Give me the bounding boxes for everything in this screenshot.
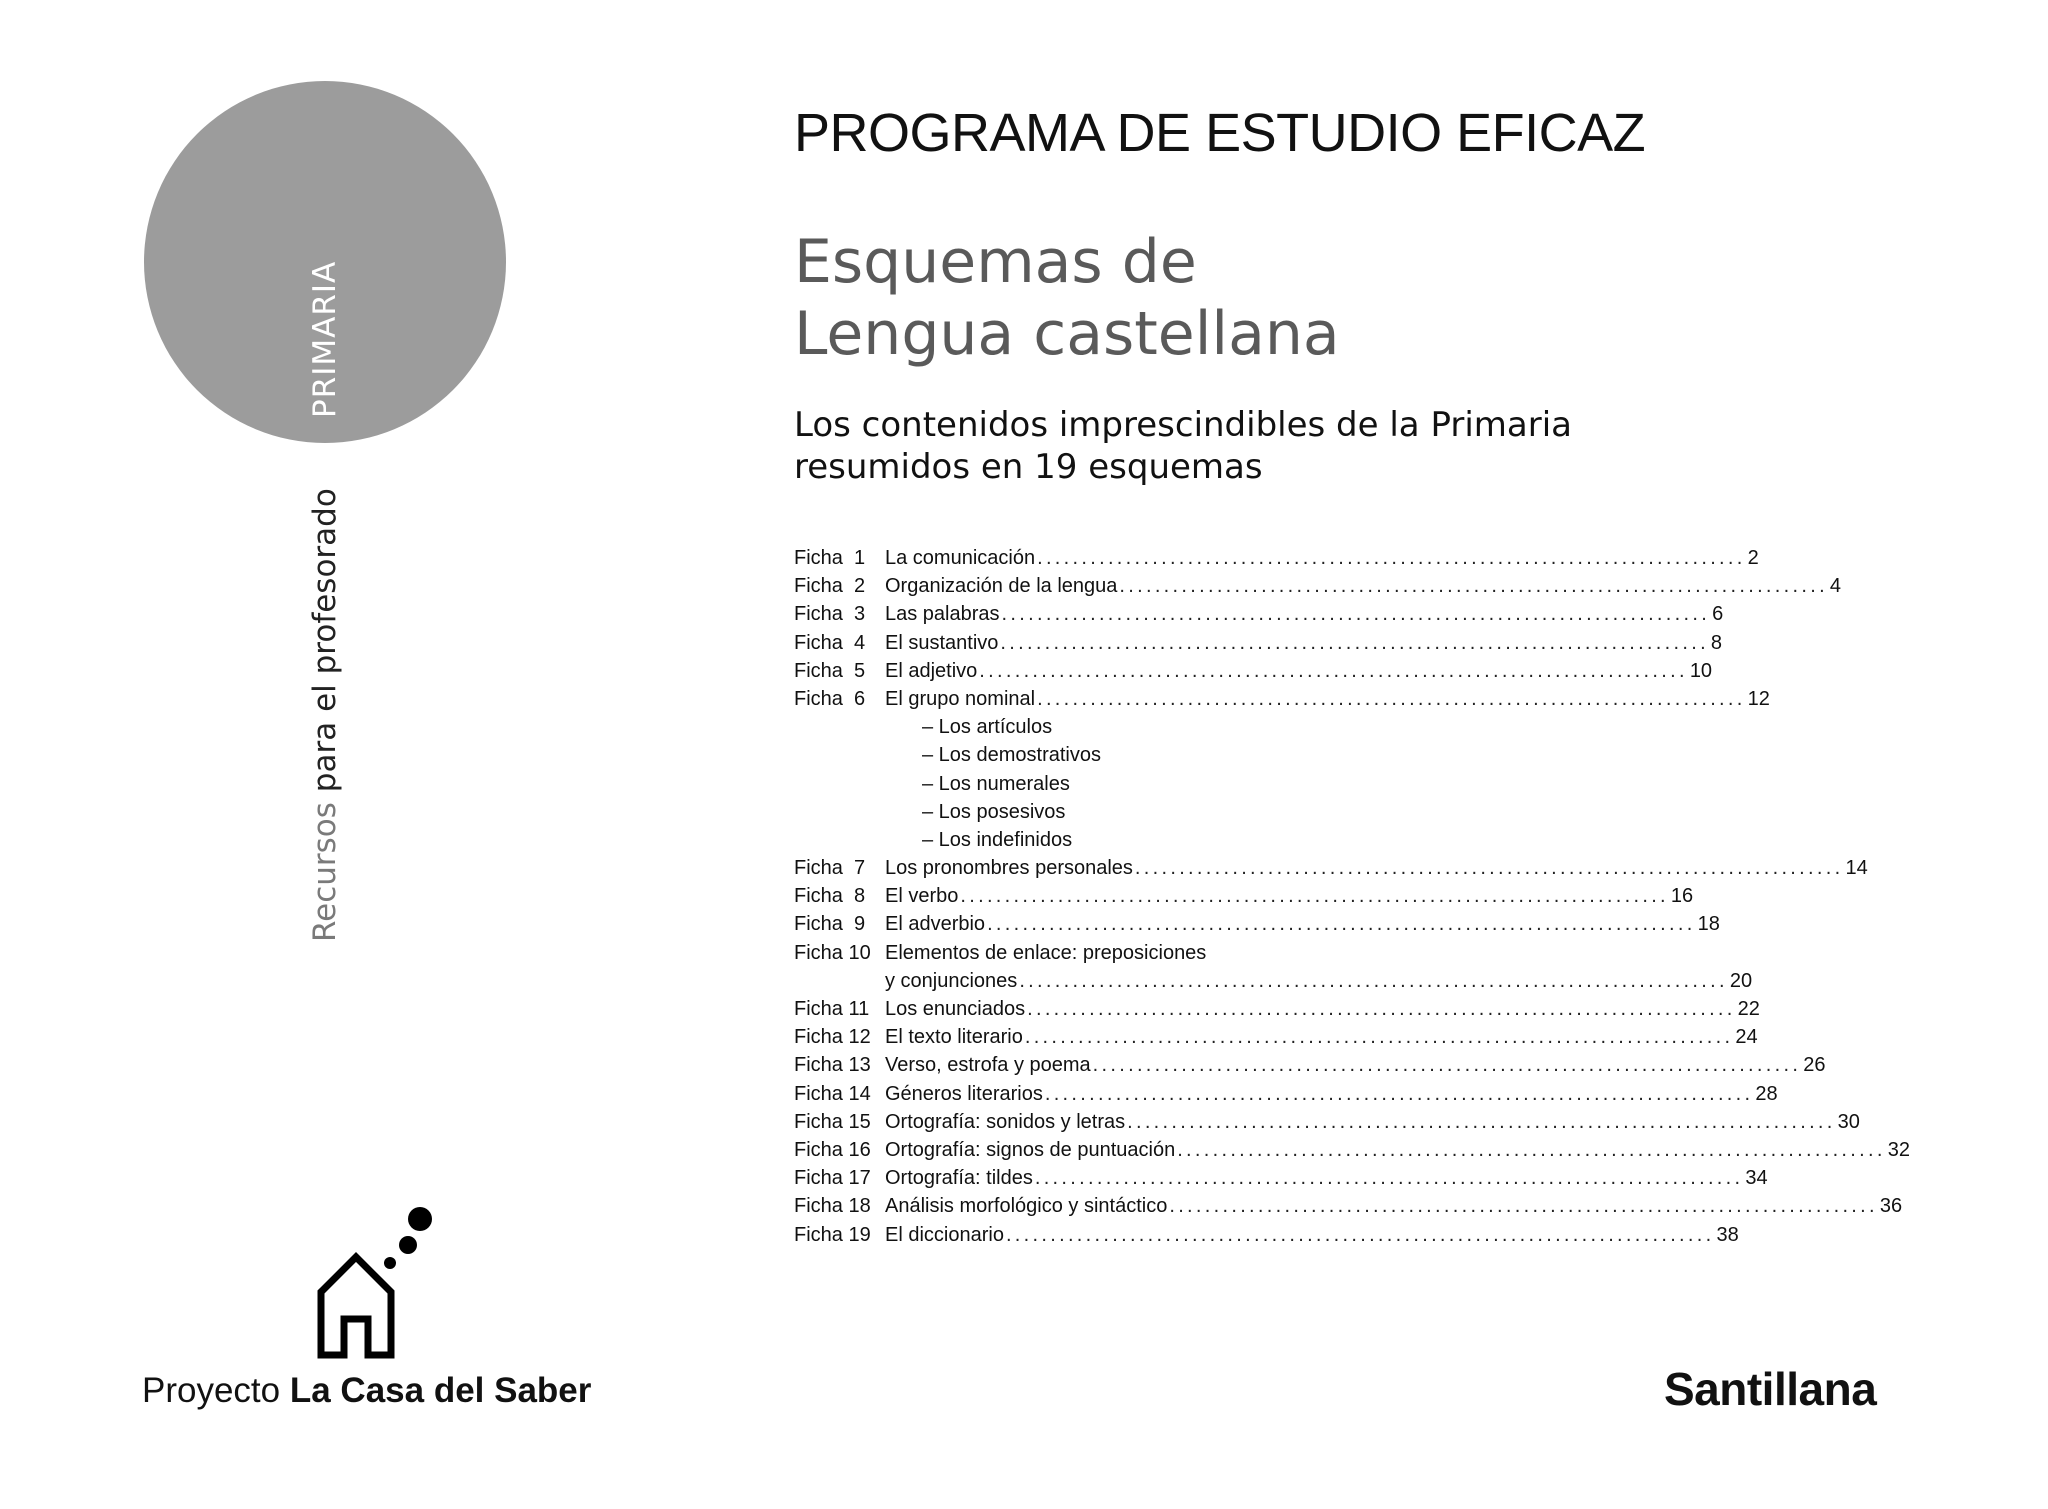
project-name bbox=[142, 1371, 591, 1411]
toc-page-number: 6 bbox=[1712, 603, 1724, 626]
toc-row bbox=[794, 657, 1713, 685]
toc-entry-title: Géneros literarios bbox=[885, 1082, 1043, 1105]
toc-dot-leader: ................................................................................ bbox=[1119, 575, 1828, 598]
toc-page-number: 20 bbox=[1729, 969, 1753, 992]
toc-subitem bbox=[794, 713, 1314, 741]
toc-entry-title: El grupo nominal bbox=[885, 687, 1036, 710]
toc-ficha-number: Ficha 3 bbox=[794, 603, 866, 626]
toc-ficha-number: Ficha 18 bbox=[794, 1195, 871, 1218]
toc-ficha-number: Ficha 1 bbox=[794, 547, 866, 569]
toc-entry-title: El adjetivo bbox=[885, 659, 978, 682]
toc-dot-leader: ................................................................................ bbox=[1134, 857, 1844, 880]
toc-row bbox=[794, 572, 1842, 600]
toc-ficha-number: Ficha 19 bbox=[794, 1223, 871, 1246]
toc-entry bbox=[885, 1108, 1860, 1136]
toc-row bbox=[794, 1080, 1778, 1108]
project-title: La Casa del Saber bbox=[289, 1371, 592, 1410]
toc-dot-leader: ................................................................................ bbox=[987, 913, 1696, 936]
toc-row bbox=[794, 629, 1723, 657]
toc-row bbox=[794, 1221, 1739, 1249]
toc-entry bbox=[885, 1136, 1910, 1164]
series-prefix: Recursos bbox=[307, 802, 343, 942]
house-logo-icon bbox=[312, 1202, 442, 1362]
toc-ficha-number: Ficha 11 bbox=[794, 998, 870, 1020]
toc-ficha-number: Ficha 17 bbox=[794, 1167, 871, 1190]
toc-dot-leader: ................................................................................ bbox=[1005, 1223, 1715, 1246]
toc-dot-leader: ................................................................................ bbox=[1177, 1138, 1886, 1161]
toc-subitem-label: – Los artículos bbox=[922, 716, 1053, 739]
toc-entry bbox=[885, 854, 1868, 882]
toc-entry bbox=[885, 600, 1724, 628]
toc-dot-leader: ................................................................................ bbox=[1092, 1054, 1802, 1077]
toc-entry-title: Elementos de enlace: preposiciones bbox=[885, 941, 1207, 964]
toc-page-number: 28 bbox=[1755, 1082, 1778, 1105]
toc-entry bbox=[885, 939, 1314, 967]
toc-dot-leader: ................................................................................ bbox=[1019, 969, 1728, 992]
toc-row bbox=[794, 1023, 1758, 1051]
toc-subitem-label: – Los demostrativos bbox=[922, 744, 1101, 767]
toc-ficha-number: Ficha 5 bbox=[794, 659, 866, 682]
series-label bbox=[305, 488, 345, 942]
subtitle-line-2: Lengua castellana bbox=[794, 299, 1340, 369]
toc-subitem-label: – Los indefinidos bbox=[922, 828, 1073, 851]
toc-entry-title: Los pronombres personales bbox=[885, 857, 1133, 880]
toc-entry-title: Análisis morfológico y sintáctico bbox=[885, 1195, 1168, 1218]
toc-page-number: 38 bbox=[1716, 1223, 1739, 1246]
toc-page-number: 24 bbox=[1735, 1026, 1758, 1049]
toc-entry bbox=[885, 572, 1842, 600]
toc-dot-leader: ................................................................................ bbox=[1127, 1110, 1836, 1133]
description-line-2: resumidos en 19 esquemas bbox=[794, 447, 1263, 487]
series-suffix: para el profesorado bbox=[307, 488, 343, 793]
toc-entry bbox=[885, 1221, 1739, 1249]
toc-ficha-number: Ficha 10 bbox=[794, 941, 871, 964]
toc-page-number: 18 bbox=[1697, 913, 1720, 936]
toc-dot-leader: ................................................................................ bbox=[1034, 1167, 1744, 1190]
toc-entry-title: La comunicación bbox=[885, 547, 1036, 569]
toc-row bbox=[794, 854, 1868, 882]
toc-dot-leader: ................................................................................ bbox=[1037, 687, 1746, 710]
toc-entry bbox=[885, 657, 1713, 685]
toc-page-number: 14 bbox=[1845, 857, 1868, 880]
toc-dot-leader: ................................................................................ bbox=[979, 659, 1688, 682]
toc-page-number: 2 bbox=[1747, 547, 1759, 569]
publisher-logo: Santillana bbox=[1664, 1363, 1877, 1415]
toc-page-number: 12 bbox=[1747, 687, 1770, 710]
book-description bbox=[794, 404, 1572, 488]
toc-row bbox=[794, 544, 1759, 572]
toc-entry bbox=[885, 910, 1720, 938]
toc-entry bbox=[885, 995, 1760, 1023]
toc-subitem-label: – Los numerales bbox=[922, 772, 1070, 795]
toc-entry bbox=[885, 1051, 1826, 1079]
toc-entry bbox=[885, 544, 1759, 572]
toc-entry bbox=[885, 1164, 1768, 1192]
toc-page-number: 8 bbox=[1710, 631, 1723, 654]
toc-row bbox=[794, 1164, 1768, 1192]
toc-page-number: 30 bbox=[1837, 1110, 1860, 1133]
toc-page-number: 34 bbox=[1745, 1167, 1768, 1190]
toc-ficha-number: Ficha 15 bbox=[794, 1110, 871, 1133]
toc-page-number: 26 bbox=[1803, 1054, 1826, 1077]
toc-ficha-number: Ficha 6 bbox=[794, 687, 866, 710]
toc-entry-title: Ortografía: signos de puntuación bbox=[885, 1138, 1176, 1161]
toc-ficha-number: Ficha 9 bbox=[794, 913, 866, 936]
toc-entry bbox=[885, 967, 1753, 995]
toc-page-number: 16 bbox=[1670, 885, 1694, 908]
toc-subitem bbox=[794, 826, 1314, 854]
toc-page-number: 22 bbox=[1737, 998, 1760, 1020]
toc-entry-title: Ortografía: sonidos y letras bbox=[885, 1110, 1126, 1133]
toc-row bbox=[794, 882, 1694, 910]
toc-subitem bbox=[794, 798, 1314, 826]
toc-entry-title: Los enunciados bbox=[885, 998, 1026, 1020]
toc-ficha-number: Ficha 7 bbox=[794, 857, 866, 880]
toc-entry-title: El texto literario bbox=[885, 1026, 1023, 1049]
toc-entry bbox=[885, 629, 1723, 657]
toc-entry-title: El verbo bbox=[885, 885, 959, 908]
toc-row bbox=[794, 685, 1770, 713]
toc-entry bbox=[885, 882, 1694, 910]
toc-entry-title: Organización de la lengua bbox=[885, 575, 1118, 598]
subtitle-line-1: Esquemas de bbox=[794, 227, 1197, 297]
toc-row bbox=[794, 995, 1760, 1023]
toc-ficha-number: Ficha 2 bbox=[794, 575, 866, 598]
toc-page-number: 36 bbox=[1879, 1195, 1903, 1218]
toc-subitem bbox=[794, 741, 1314, 769]
toc-row bbox=[794, 1136, 1910, 1164]
toc-entry-title: Ortografía: tildes bbox=[885, 1167, 1033, 1190]
toc-row bbox=[794, 910, 1720, 938]
toc-entry-title: El sustantivo bbox=[885, 631, 999, 654]
toc-dot-leader: ................................................................................ bbox=[1001, 603, 1711, 626]
toc-row bbox=[794, 1051, 1826, 1079]
toc-entry bbox=[885, 1192, 1903, 1220]
toc-page-number: 4 bbox=[1829, 575, 1842, 598]
toc-ficha-number: Ficha 14 bbox=[794, 1082, 871, 1105]
toc-row bbox=[794, 1192, 1903, 1220]
toc-entry-title: El adverbio bbox=[885, 913, 986, 936]
toc-ficha-number: Ficha 4 bbox=[794, 631, 866, 654]
toc-row bbox=[794, 967, 1753, 995]
project-prefix: Proyecto bbox=[142, 1371, 281, 1410]
table-of-contents bbox=[794, 544, 1910, 1249]
toc-dot-leader: ................................................................................ bbox=[1000, 631, 1709, 654]
toc-entry bbox=[885, 1023, 1758, 1051]
toc-page-number: 32 bbox=[1887, 1138, 1910, 1161]
toc-entry-title: Verso, estrofa y poema bbox=[885, 1054, 1091, 1077]
toc-dot-leader: ................................................................................ bbox=[960, 885, 1669, 908]
toc-ficha-number: Ficha 13 bbox=[794, 1054, 871, 1077]
toc-dot-leader: ................................................................................ bbox=[1037, 547, 1746, 569]
toc-ficha-number: Ficha 8 bbox=[794, 885, 866, 908]
toc-dot-leader: ................................................................................ bbox=[1169, 1195, 1878, 1218]
toc-row bbox=[794, 600, 1724, 628]
toc-row bbox=[794, 939, 1314, 967]
toc-dot-leader: ................................................................................ bbox=[1024, 1026, 1734, 1049]
toc-entry bbox=[885, 1080, 1778, 1108]
toc-entry-title: Las palabras bbox=[885, 603, 1000, 626]
toc-entry-title: y conjunciones bbox=[885, 969, 1018, 992]
toc-ficha-number: Ficha 12 bbox=[794, 1026, 871, 1049]
toc-entry-title: El diccionario bbox=[885, 1223, 1004, 1246]
program-title: PROGRAMA DE ESTUDIO EFICAZ bbox=[794, 103, 1646, 163]
toc-ficha-number: Ficha 16 bbox=[794, 1138, 871, 1161]
toc-subitem bbox=[794, 770, 1314, 798]
book-subtitle bbox=[794, 226, 1340, 370]
toc-page-number: 10 bbox=[1689, 659, 1713, 682]
toc-dot-leader: ................................................................................ bbox=[1027, 998, 1736, 1020]
toc-dot-leader: ................................................................................ bbox=[1044, 1082, 1754, 1105]
toc-entry bbox=[885, 685, 1770, 713]
description-line-1: Los contenidos imprescindibles de la Primaria bbox=[794, 405, 1572, 445]
toc-subitem-label: – Los posesivos bbox=[922, 800, 1066, 823]
toc-row bbox=[794, 1108, 1860, 1136]
